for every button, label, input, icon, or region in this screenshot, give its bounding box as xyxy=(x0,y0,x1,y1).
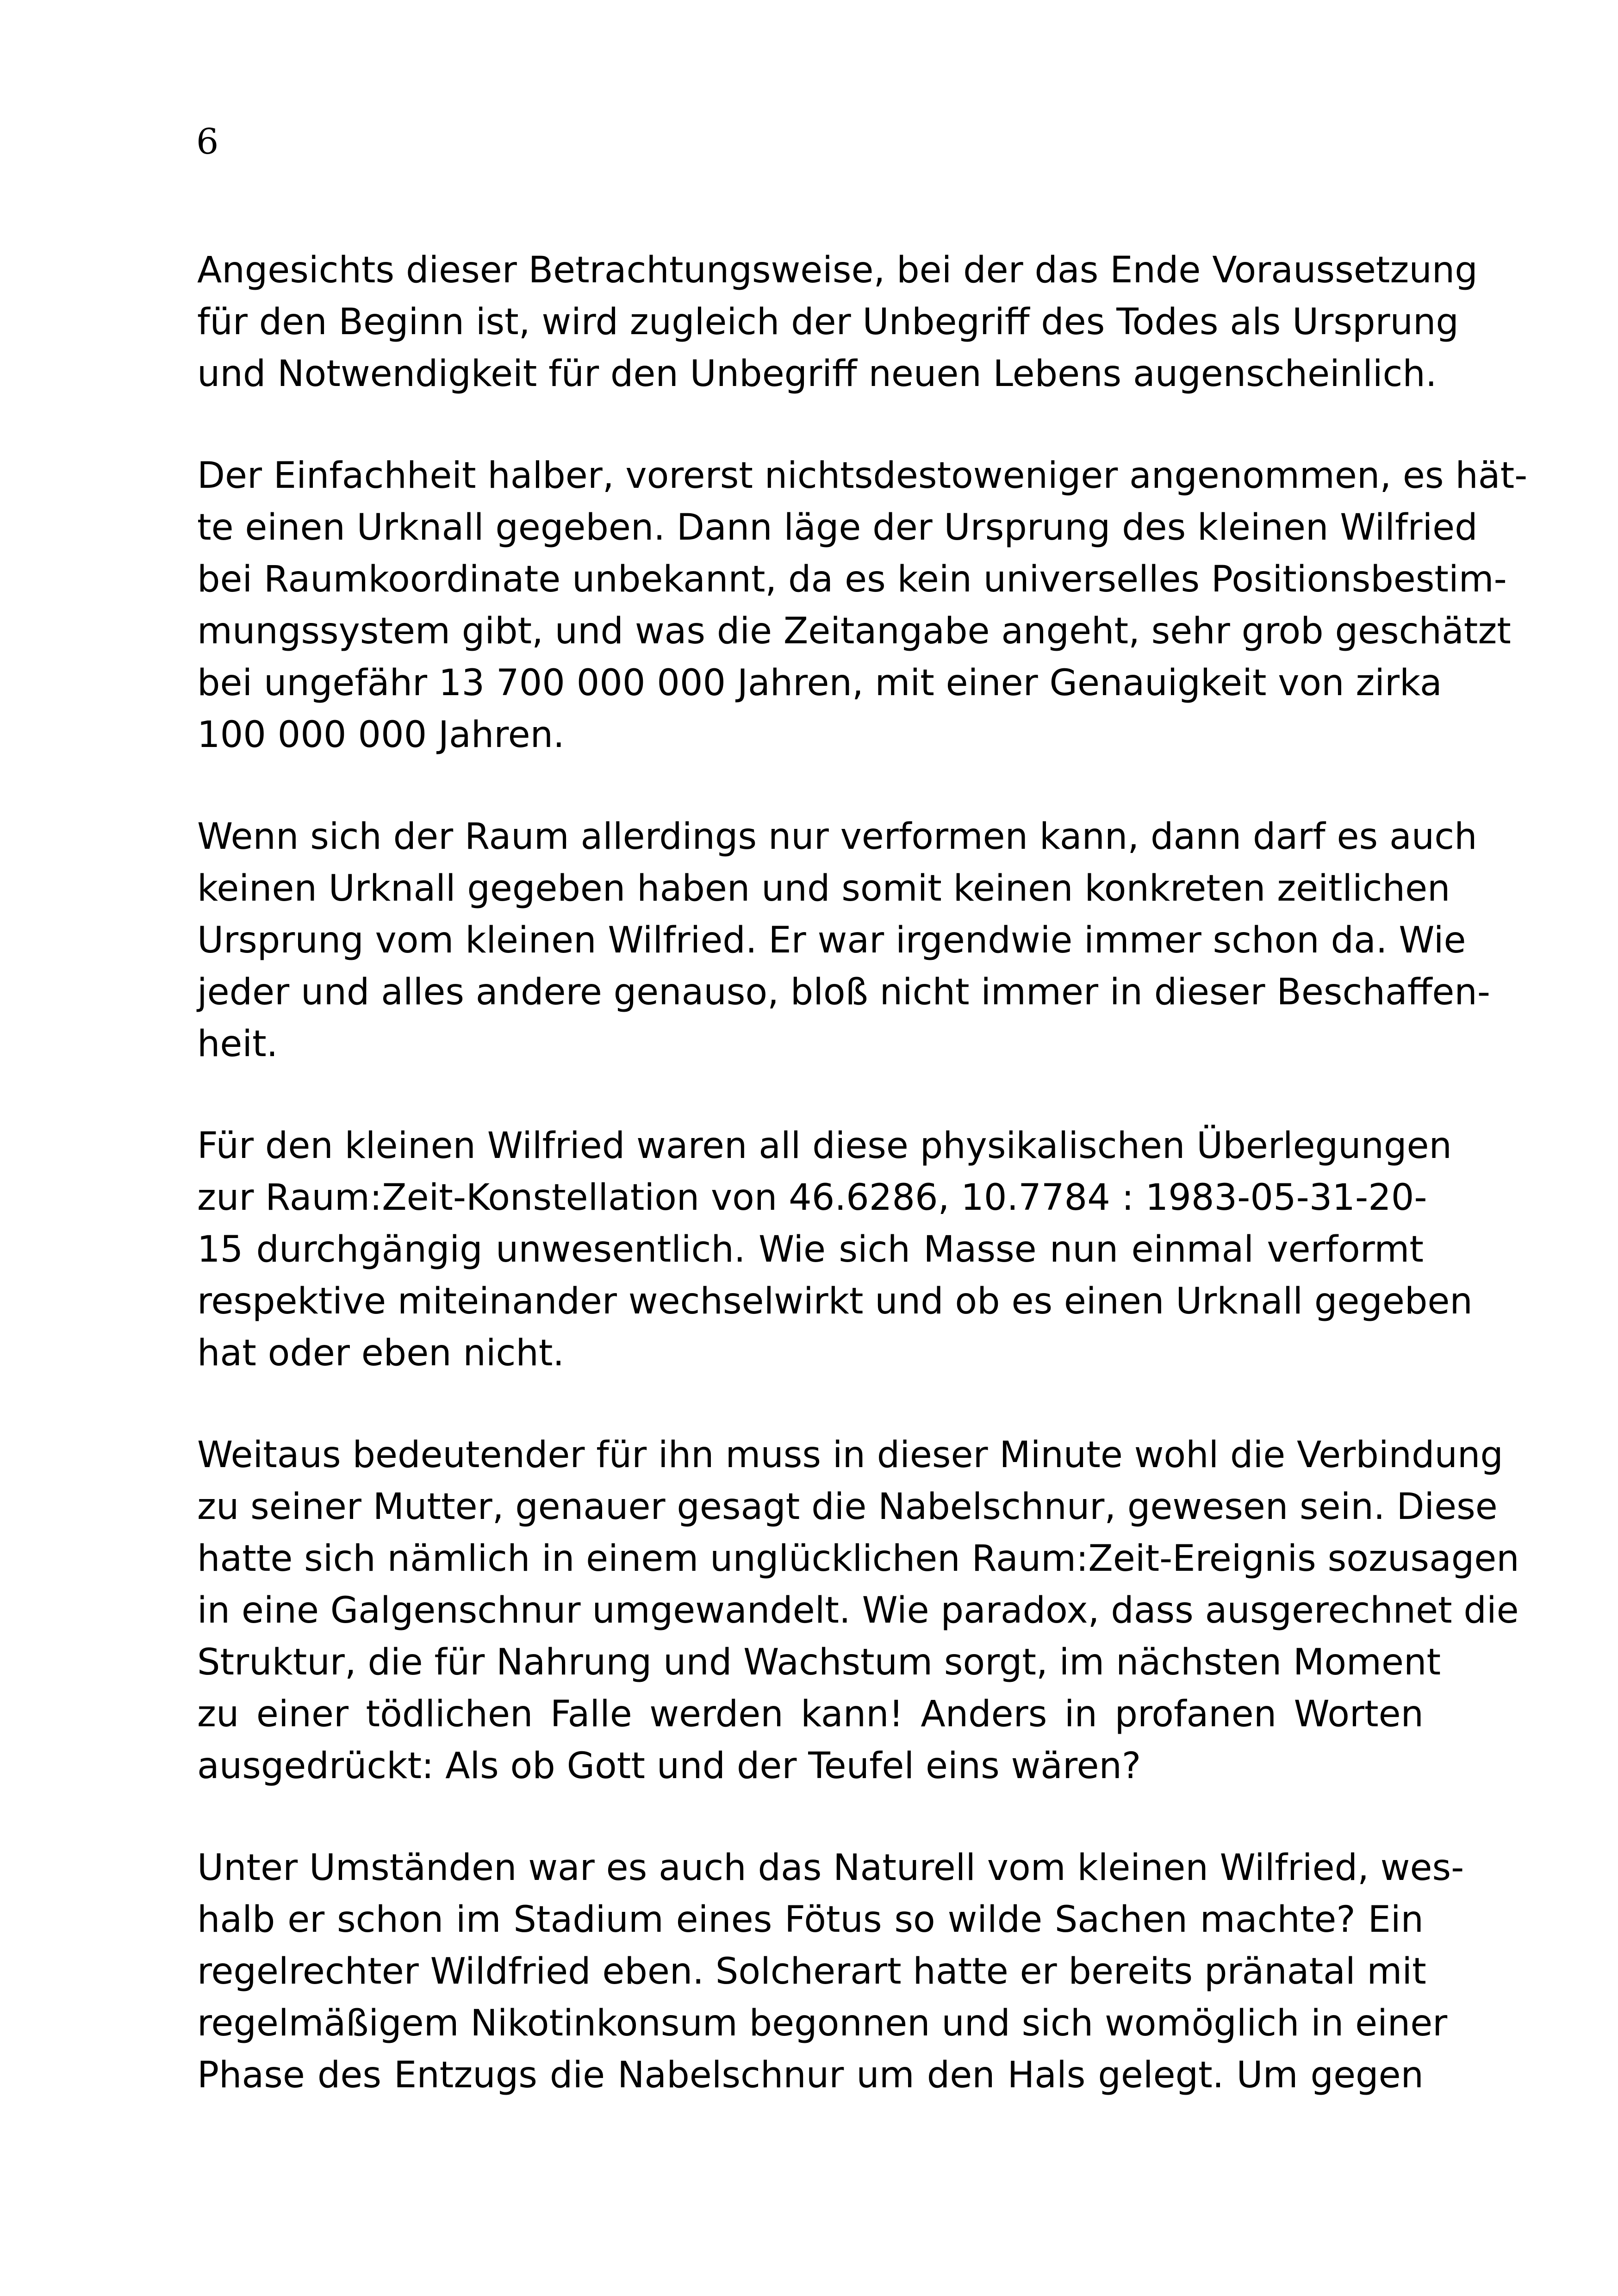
text-line: hat oder eben nicht. xyxy=(197,1332,565,1374)
text-line: keinen Urknall gegeben haben und somit keinen konkreten zeitlichen xyxy=(197,868,1450,909)
paragraph xyxy=(197,1842,1464,2101)
text-line: 15 durchgängig unwesentlich. Wie sich Masse nun einmal verformt xyxy=(197,1229,1424,1270)
text-line: bei ungefähr 13 700 000 000 Jahren, mit einer Genauigkeit von zirka xyxy=(197,662,1442,704)
text-line: 100 000 000 Jahren. xyxy=(197,714,565,756)
paragraph xyxy=(197,1429,1519,1792)
text-line: Wenn sich der Raum allerdings nur verformen kann, dann darf es auch xyxy=(197,816,1477,858)
text-line: regelrechter Wildfried eben. Solcherart hatte er bereits pränatal mit xyxy=(197,1951,1426,1992)
text-line: Phase des Entzugs die Nabelschnur um den Hals gelegt. Um gegen xyxy=(197,2054,1424,2096)
paragraph xyxy=(197,450,1528,761)
text-line: in eine Galgenschnur umgewandelt. Wie paradox, dass ausgerechnet die xyxy=(197,1590,1519,1631)
text-line: Struktur, die für Nahrung und Wachstum sorgt, im nächsten Moment xyxy=(197,1642,1441,1683)
text-line: te einen Urknall gegeben. Dann läge der Ursprung des kleinen Wilfried xyxy=(197,507,1478,548)
paragraph xyxy=(197,244,1478,400)
text-line: Der Einfachheit halber, vorerst nichtsdestoweniger angenommen, es hät- xyxy=(197,455,1528,497)
text-line: heit. xyxy=(197,1023,278,1065)
text-line: bei Raumkoordinate unbekannt, da es kein universelles Positionsbestim- xyxy=(197,559,1507,600)
text-line: zu einer tödlichen Falle werden kann! Anders in profanen Worten xyxy=(197,1693,1424,1735)
text-line: Ursprung vom kleinen Wilfried. Er war irgendwie immer schon da. Wie xyxy=(197,920,1466,961)
text-line: Angesichts dieser Betrachtungsweise, bei der das Ende Voraussetzung xyxy=(197,249,1478,291)
text-line: ausgedrückt: Als ob Gott und der Teufel eins wären? xyxy=(197,1745,1141,1787)
text-line: zur Raum:Zeit-Konstellation von 46.6286, 10.7784 : 1983-05-31-20- xyxy=(197,1177,1427,1219)
text-line: für den Beginn ist, wird zugleich der Unbegriff des Todes als Ursprung xyxy=(197,301,1459,343)
text-line: und Notwendigkeit für den Unbegriff neuen Lebens augenscheinlich. xyxy=(197,353,1437,395)
text-line: mungssystem gibt, und was die Zeitangabe angeht, sehr grob geschätzt xyxy=(197,610,1511,652)
text-line: regelmäßigem Nikotinkonsum begonnen und sich womöglich in einer xyxy=(197,2003,1448,2044)
text-line: jeder und alles andere genauso, bloß nicht immer in dieser Beschaffen- xyxy=(197,971,1490,1013)
text-line: Unter Umständen war es auch das Naturell vom kleinen Wilfried, wes- xyxy=(197,1847,1464,1889)
text-line: halb er schon im Stadium eines Fötus so wilde Sachen machte? Ein xyxy=(197,1899,1424,1941)
text-line: hatte sich nämlich in einem unglücklichen Raum:Zeit-Ereignis sozusagen xyxy=(197,1538,1519,1580)
body-text xyxy=(197,244,1528,2151)
paragraph xyxy=(197,811,1490,1070)
paragraph xyxy=(197,1120,1473,1379)
text-line: zu seiner Mutter, genauer gesagt die Nabelschnur, gewesen sein. Diese xyxy=(197,1486,1498,1528)
text-line: Für den kleinen Wilfried waren all diese physikalischen Überlegungen xyxy=(197,1125,1452,1167)
text-line: Weitaus bedeutender für ihn muss in dieser Minute wohl die Verbindung xyxy=(197,1434,1503,1476)
page-number: 6 xyxy=(196,121,219,162)
text-line: respektive miteinander wechselwirkt und ob es einen Urknall gegeben xyxy=(197,1281,1473,1322)
